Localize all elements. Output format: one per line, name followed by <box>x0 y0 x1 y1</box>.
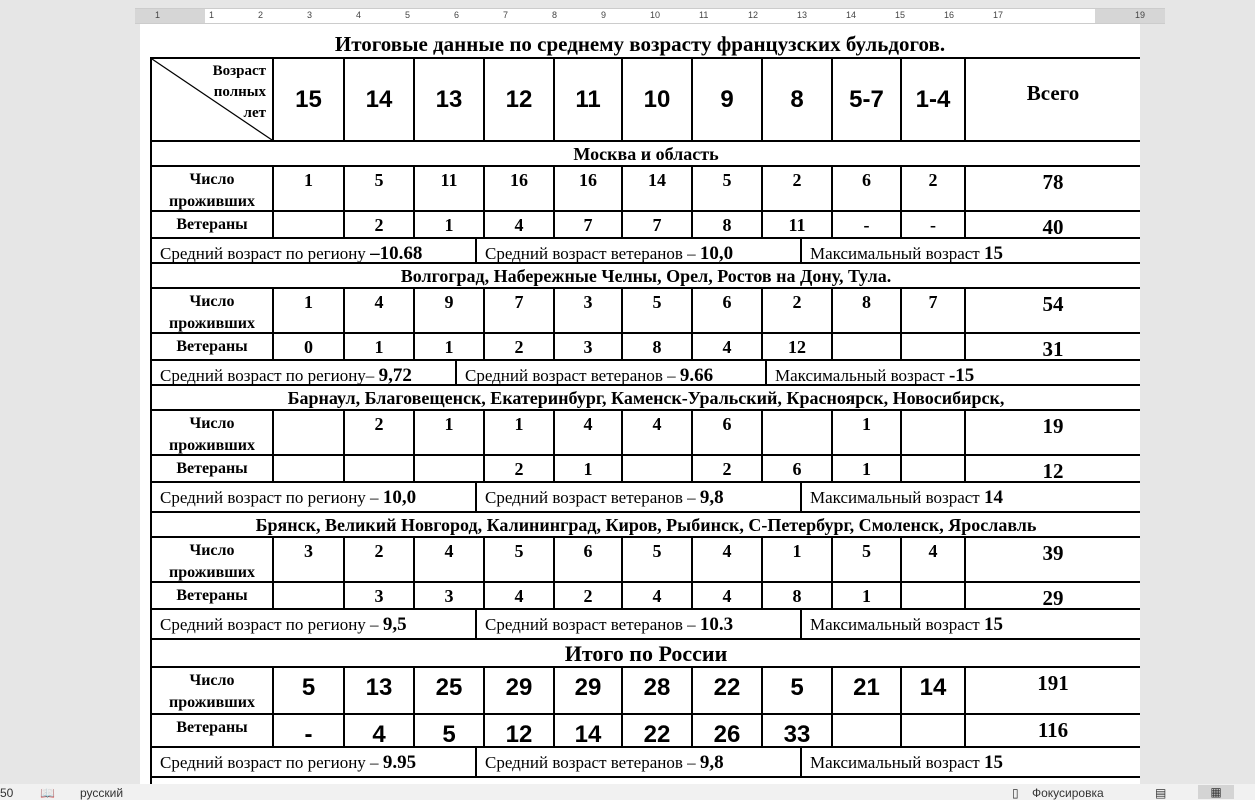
value-cell <box>763 411 833 454</box>
age-column-header: 1-4 <box>902 59 966 140</box>
summary-cell <box>802 483 1140 511</box>
ruler-number: 5 <box>405 10 411 20</box>
corner-header-text <box>213 61 266 124</box>
row-label: Число проживших <box>152 668 274 713</box>
value-cell: 7 <box>555 212 623 237</box>
ruler-number: 19 <box>1135 10 1146 20</box>
row-label: Ветераны <box>152 212 274 237</box>
summary-value: 15 <box>983 243 1003 262</box>
summary-value: 14 <box>983 487 1003 508</box>
summary-value: 15 <box>983 752 1003 773</box>
region-heading: Москва и область <box>152 142 1140 167</box>
summary-value: 9,5 <box>382 614 407 635</box>
total-cell: 12 <box>966 456 1140 481</box>
summary-label: Максимальный возраст <box>810 244 984 262</box>
row-label: Число проживших <box>152 538 274 581</box>
value-cell: 5 <box>833 538 902 581</box>
summary-label: Средний возраст по региону– <box>160 366 379 384</box>
value-cell: 1 <box>345 334 415 359</box>
summary-value: 10.3 <box>699 614 734 635</box>
value-cell <box>902 583 966 608</box>
age-table <box>150 57 1140 784</box>
value-cell: 5 <box>274 668 345 713</box>
age-column-header: 13 <box>415 59 485 140</box>
summary-row <box>152 361 1140 386</box>
corner-header-line: полных <box>213 84 266 100</box>
ruler-number: 15 <box>895 10 906 20</box>
ruler-number: 4 <box>356 10 362 20</box>
value-cell: - <box>833 212 902 237</box>
total-cell: 31 <box>966 334 1140 359</box>
ruler-number: 2 <box>258 10 264 20</box>
value-cell: 1 <box>833 411 902 454</box>
summary-value: -15 <box>948 365 975 384</box>
summary-label: Максимальный возраст <box>810 615 984 634</box>
summary-cell <box>477 239 802 262</box>
value-cell: 1 <box>274 289 345 332</box>
value-cell: 5 <box>485 538 555 581</box>
ruler-number: 8 <box>552 10 558 20</box>
value-cell: 14 <box>623 167 693 210</box>
alive-count-row <box>152 668 1140 715</box>
total-cell: 29 <box>966 583 1140 608</box>
value-cell: 1 <box>763 538 833 581</box>
status-bar <box>0 784 1255 800</box>
value-cell: 4 <box>345 715 415 746</box>
value-cell: 2 <box>693 456 763 481</box>
value-cell: 2 <box>485 456 555 481</box>
summary-cell <box>152 748 477 776</box>
age-column-header: 15 <box>274 59 345 140</box>
value-cell: 1 <box>415 212 485 237</box>
value-cell: 3 <box>274 538 345 581</box>
ruler-number: 17 <box>993 10 1004 20</box>
value-cell: 4 <box>623 411 693 454</box>
print-layout-icon[interactable]: ▦ <box>1198 785 1234 799</box>
ruler-number: 13 <box>797 10 808 20</box>
summary-row <box>152 483 1140 513</box>
proofing-book-icon[interactable]: 📖 <box>40 786 55 800</box>
focus-mode-icon[interactable]: ▯ <box>1012 786 1019 800</box>
value-cell: 9 <box>415 289 485 332</box>
region-heading: Итого по России <box>152 640 1140 668</box>
ruler-number: 14 <box>846 10 857 20</box>
summary-cell <box>802 239 1140 262</box>
value-cell: 5 <box>345 167 415 210</box>
value-cell: 3 <box>345 583 415 608</box>
value-cell: 12 <box>485 715 555 746</box>
age-column-header: 14 <box>345 59 415 140</box>
summary-value: 9.95 <box>382 752 417 773</box>
summary-cell <box>477 610 802 638</box>
summary-row <box>152 610 1140 640</box>
document-title: Итоговые данные по среднему возрасту французских бульдогов. <box>334 32 946 56</box>
summary-row <box>152 748 1140 778</box>
ruler-number: 3 <box>307 10 313 20</box>
value-cell: 11 <box>763 212 833 237</box>
summary-value: 10,0 <box>699 243 734 262</box>
value-cell: 26 <box>693 715 763 746</box>
focus-mode-button[interactable]: Фокусировка <box>1032 786 1104 800</box>
value-cell: 1 <box>415 411 485 454</box>
ruler-number: 10 <box>650 10 661 20</box>
ruler-number: 1 <box>155 10 161 20</box>
summary-value: 9,8 <box>699 487 724 508</box>
value-cell <box>274 212 345 237</box>
value-cell <box>274 456 345 481</box>
row-label: Ветераны <box>152 456 274 481</box>
value-cell: 29 <box>555 668 623 713</box>
value-cell <box>902 411 966 454</box>
summary-cell <box>477 483 802 511</box>
summary-label: Средний возраст по региону – <box>160 488 383 507</box>
summary-cell <box>802 610 1140 638</box>
summary-cell <box>152 361 457 384</box>
value-cell: - <box>902 212 966 237</box>
value-cell: 6 <box>555 538 623 581</box>
summary-cell <box>152 610 477 638</box>
value-cell: 28 <box>623 668 693 713</box>
value-cell: 4 <box>693 538 763 581</box>
total-cell: 116 <box>966 715 1140 746</box>
document-page <box>140 24 1140 784</box>
region-heading: Барнаул, Благовещенск, Екатеринбург, Каменск-Уральский, Красноярск, Новосибирск, <box>152 386 1140 411</box>
value-cell <box>274 583 345 608</box>
veterans-row <box>152 715 1140 748</box>
ruler-number: 9 <box>601 10 607 20</box>
value-cell: 1 <box>274 167 345 210</box>
age-column-header: 9 <box>693 59 763 140</box>
summary-label: Средний возраст ветеранов – <box>465 366 680 384</box>
ruler-number: 11 <box>699 10 709 20</box>
total-column-header: Всего <box>966 59 1140 140</box>
value-cell: 5 <box>623 289 693 332</box>
value-cell: 1 <box>833 456 902 481</box>
total-cell: 78 <box>966 167 1140 210</box>
summary-cell <box>457 361 767 384</box>
row-label: Ветераны <box>152 583 274 608</box>
value-cell: 1 <box>555 456 623 481</box>
summary-label: Максимальный возраст <box>775 366 949 384</box>
alive-count-row <box>152 411 1140 456</box>
value-cell <box>415 456 485 481</box>
value-cell: 8 <box>623 334 693 359</box>
age-column-header: 11 <box>555 59 623 140</box>
value-cell: - <box>274 715 345 746</box>
veterans-row <box>152 334 1140 361</box>
value-cell: 4 <box>693 334 763 359</box>
summary-label: Максимальный возраст <box>810 488 984 507</box>
row-label: Число проживших <box>152 411 274 454</box>
value-cell: 2 <box>345 411 415 454</box>
row-label: Ветераны <box>152 715 274 746</box>
value-cell: 4 <box>693 583 763 608</box>
value-cell: 2 <box>763 289 833 332</box>
alive-count-row <box>152 167 1140 212</box>
page-indicator[interactable]: 50 <box>0 786 14 800</box>
veterans-row <box>152 456 1140 483</box>
summary-cell <box>767 361 1140 384</box>
corner-header-line: Возраст <box>212 63 266 79</box>
value-cell: 4 <box>902 538 966 581</box>
row-label: Ветераны <box>152 334 274 359</box>
age-column-header: 5-7 <box>833 59 902 140</box>
value-cell: 7 <box>902 289 966 332</box>
corner-header-line: лет <box>243 105 266 121</box>
summary-label: Средний возраст ветеранов – <box>485 615 700 634</box>
ruler-number: 1 <box>209 10 215 20</box>
total-cell: 40 <box>966 212 1140 237</box>
value-cell: 4 <box>345 289 415 332</box>
region-heading: Брянск, Великий Новгород, Калининград, Киров, Рыбинск, С-Петербург, Смоленск, Ярославль <box>152 513 1140 538</box>
value-cell: 4 <box>485 583 555 608</box>
row-label: Число проживших <box>152 167 274 210</box>
summary-value: 15 <box>983 614 1003 635</box>
age-column-header: 8 <box>763 59 833 140</box>
value-cell: 8 <box>833 289 902 332</box>
value-cell: 2 <box>485 334 555 359</box>
summary-label: Средний возраст ветеранов – <box>485 244 700 262</box>
value-cell: 11 <box>415 167 485 210</box>
summary-label: Средний возраст по региону – <box>160 615 383 634</box>
value-cell: 5 <box>623 538 693 581</box>
value-cell: 6 <box>833 167 902 210</box>
ruler-number: 12 <box>748 10 759 20</box>
corner-header-cell <box>152 59 274 140</box>
value-cell: 13 <box>345 668 415 713</box>
summary-cell <box>152 239 477 262</box>
value-cell <box>833 715 902 746</box>
summary-value: –10.68 <box>370 243 423 262</box>
value-cell: 14 <box>902 668 966 713</box>
value-cell: 0 <box>274 334 345 359</box>
value-cell: 29 <box>485 668 555 713</box>
value-cell: 8 <box>763 583 833 608</box>
value-cell: 4 <box>415 538 485 581</box>
summary-label: Средний возраст ветеранов – <box>485 488 700 507</box>
value-cell: 5 <box>693 167 763 210</box>
value-cell: 1 <box>415 334 485 359</box>
value-cell: 22 <box>693 668 763 713</box>
alive-count-row <box>152 538 1140 583</box>
age-column-header: 12 <box>485 59 555 140</box>
value-cell <box>902 456 966 481</box>
summary-cell <box>802 748 1140 776</box>
value-cell: 1 <box>833 583 902 608</box>
summary-value: 10,0 <box>382 487 417 508</box>
row-label: Число проживших <box>152 289 274 332</box>
summary-label: Средний возраст ветеранов – <box>485 753 700 772</box>
total-cell: 191 <box>966 668 1140 713</box>
total-cell: 19 <box>966 411 1140 454</box>
value-cell: 16 <box>485 167 555 210</box>
value-cell: 4 <box>555 411 623 454</box>
summary-label: Максимальный возраст <box>810 753 984 772</box>
value-cell: 7 <box>485 289 555 332</box>
value-cell <box>902 334 966 359</box>
age-column-header: 10 <box>623 59 693 140</box>
value-cell: 2 <box>763 167 833 210</box>
read-mode-icon[interactable]: ▤ <box>1155 786 1167 800</box>
total-cell: 54 <box>966 289 1140 332</box>
value-cell: 21 <box>833 668 902 713</box>
value-cell: 2 <box>345 212 415 237</box>
summary-value: 9.66 <box>679 365 714 384</box>
region-heading: Волгоград, Набережные Челны, Орел, Ростов на Дону, Тула. <box>152 264 1140 289</box>
value-cell <box>902 715 966 746</box>
value-cell <box>345 456 415 481</box>
value-cell: 14 <box>555 715 623 746</box>
summary-label: Средний возраст по региону – <box>160 753 383 772</box>
summary-row <box>152 239 1140 264</box>
summary-label: Средний возраст по региону <box>160 244 371 262</box>
value-cell: 8 <box>693 212 763 237</box>
summary-value: 9,72 <box>378 365 412 384</box>
value-cell: 2 <box>345 538 415 581</box>
value-cell <box>623 456 693 481</box>
alive-count-row <box>152 289 1140 334</box>
value-cell: 6 <box>763 456 833 481</box>
value-cell: 2 <box>902 167 966 210</box>
value-cell: 7 <box>623 212 693 237</box>
value-cell: 3 <box>555 334 623 359</box>
value-cell: 3 <box>555 289 623 332</box>
ruler-number: 16 <box>944 10 955 20</box>
horizontal-ruler[interactable] <box>135 8 1165 24</box>
value-cell: 4 <box>485 212 555 237</box>
value-cell: 6 <box>693 289 763 332</box>
veterans-row <box>152 212 1140 239</box>
value-cell: 6 <box>693 411 763 454</box>
value-cell: 2 <box>555 583 623 608</box>
value-cell: 5 <box>763 668 833 713</box>
summary-value: 9,8 <box>699 752 724 773</box>
value-cell: 22 <box>623 715 693 746</box>
ruler-number: 7 <box>503 10 509 20</box>
veterans-row <box>152 583 1140 610</box>
value-cell <box>833 334 902 359</box>
value-cell <box>274 411 345 454</box>
total-cell: 39 <box>966 538 1140 581</box>
summary-cell <box>152 483 477 511</box>
value-cell: 4 <box>623 583 693 608</box>
value-cell: 25 <box>415 668 485 713</box>
value-cell: 12 <box>763 334 833 359</box>
value-cell: 33 <box>763 715 833 746</box>
value-cell: 3 <box>415 583 485 608</box>
summary-cell <box>477 748 802 776</box>
ruler-number: 6 <box>454 10 460 20</box>
value-cell: 16 <box>555 167 623 210</box>
table-header-row <box>152 59 1140 142</box>
value-cell: 5 <box>415 715 485 746</box>
value-cell: 1 <box>485 411 555 454</box>
language-indicator[interactable]: русский <box>80 786 124 800</box>
